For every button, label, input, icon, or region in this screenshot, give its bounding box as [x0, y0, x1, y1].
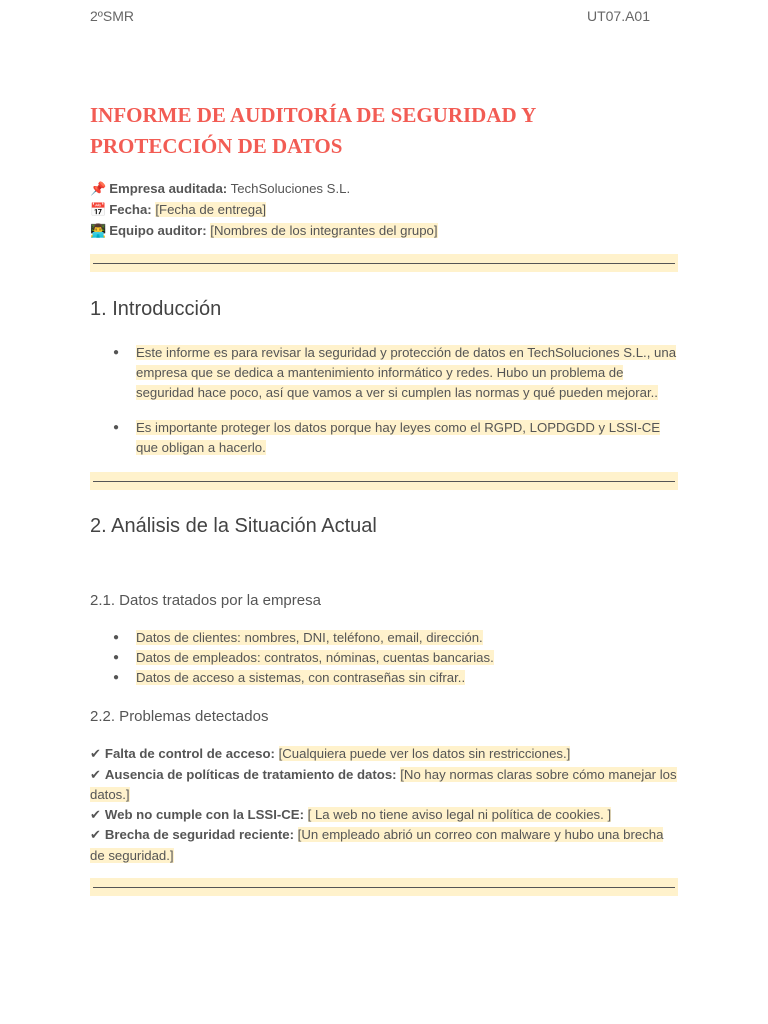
divider-3 — [90, 878, 678, 896]
meta-date-label: Fecha: — [109, 202, 152, 217]
bullet-icon: ● — [113, 652, 120, 663]
document-page — [90, 0, 678, 1024]
subsection-data-heading: 2.1. Datos tratados por la empresa — [90, 592, 321, 609]
bullet-icon: ● — [113, 672, 120, 683]
header-activity-code: UT07.A01 — [586, 8, 650, 24]
bullet-icon: ● — [113, 347, 120, 358]
meta-team-row — [90, 221, 438, 242]
problem-item: ✔ Ausencia de políticas de tratamiento de datos: [No hay normas claras sobre cómo manejar los datos.] — [90, 766, 677, 802]
meta-company-label: Empresa auditada: — [109, 181, 228, 196]
problem-item: ✔ Brecha de seguridad reciente: [Un empleado abrió un correo con malware y hubo una brecha de seguridad.] — [90, 827, 664, 863]
bullet-icon: ● — [113, 422, 120, 433]
calendar-icon: 📅 — [90, 203, 107, 218]
list-item: ● Datos de clientes: nombres, DNI, teléfono, email, dirección. — [90, 628, 678, 648]
section-analysis-heading: 2. Análisis de la Situación Actual — [90, 515, 377, 537]
meta-team-value: [Nombres de los integrantes del grupo] — [210, 223, 438, 238]
problems-list — [90, 744, 678, 865]
meta-company-row — [90, 179, 438, 200]
meta-date-row — [90, 200, 438, 221]
meta-team-label: Equipo auditor: — [109, 223, 207, 238]
list-item: ● Datos de empleados: contratos, nóminas, cuentas bancarias. — [90, 648, 678, 668]
header-course: 2ºSMR — [90, 8, 135, 24]
data-types-list — [90, 628, 678, 688]
list-item: ● Es importante proteger los datos porque hay leyes como el RGPD, LOPDGDD y LSSI-CE que obligan a hacerlo. — [113, 420, 661, 455]
bullet-icon: ● — [113, 632, 120, 643]
check-icon: ✔ — [90, 747, 101, 762]
divider-1 — [90, 254, 678, 272]
problem-item: ✔ Falta de control de acceso: [Cualquiera puede ver los datos sin restricciones.] — [90, 746, 571, 762]
report-meta — [90, 179, 438, 242]
section-introduction-heading: 1. Introducción — [90, 298, 222, 320]
meta-company-value: TechSoluciones S.L. — [230, 181, 351, 196]
problem-item: ✔ Web no cumple con la LSSI-CE: [ La web no tiene aviso legal ni política de cookies. ] — [90, 806, 612, 823]
check-icon: ✔ — [90, 767, 101, 783]
technologist-icon: 👨‍💻 — [90, 224, 107, 239]
check-icon: ✔ — [90, 828, 101, 843]
document-title: INFORME DE AUDITORÍA DE SEGURIDAD Y PROTECCIÓN DE DATOS — [90, 103, 536, 158]
list-item: ● Este informe es para revisar la seguridad y protección de datos en TechSoluciones S.L., una empresa que se dedica a mantenimiento informático y redes. Hubo un problema de seguridad hace poco, así que vamos a ver si cumplen las normas y qué pueden mejorar.. — [113, 345, 677, 400]
subsection-problems-heading: 2.2. Problemas detectados — [90, 708, 269, 725]
check-icon: ✔ — [90, 807, 101, 823]
meta-date-value: [Fecha de entrega] — [155, 202, 267, 217]
introduction-list — [90, 343, 678, 458]
pushpin-icon: 📌 — [90, 182, 107, 197]
list-item: ● Datos de acceso a sistemas, con contraseñas sin cifrar.. — [90, 668, 678, 688]
divider-2 — [90, 472, 678, 490]
